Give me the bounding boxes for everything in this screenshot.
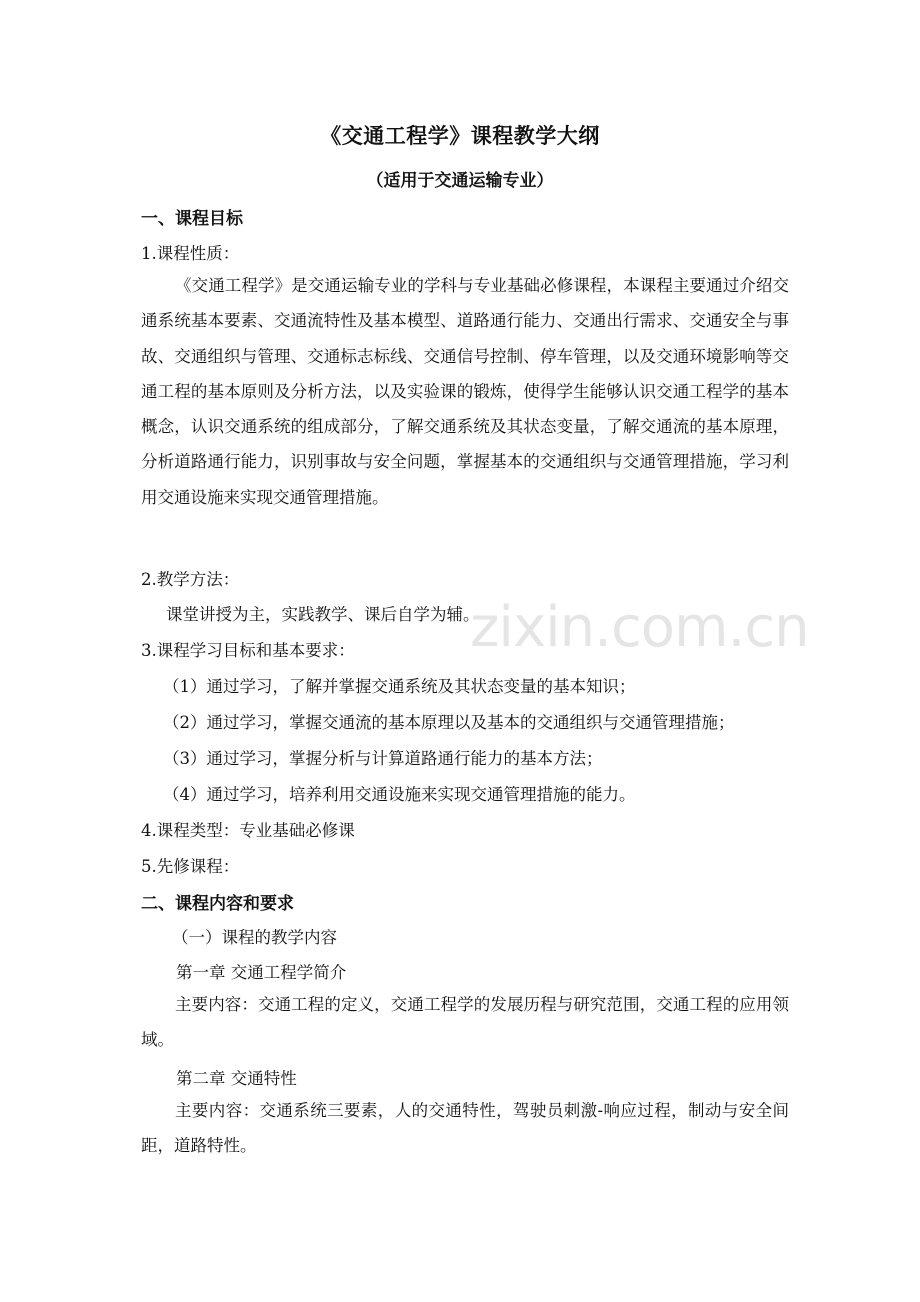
chapter-1-content: 主要内容：交通工程的定义，交通工程学的发展历程与研究范围，交通工程的应用领域。: [141, 995, 789, 1050]
course-type-line: 4.课程类型：专业基础必修课: [141, 821, 355, 840]
watermark: zixin.com.cn: [470, 595, 809, 660]
learning-goal-item: （4）通过学习，培养利用交通设施来实现交通管理措施的能力。: [163, 785, 636, 804]
teaching-method-text: 课堂讲授为主，实践教学、课后自学为辅。: [166, 605, 480, 624]
chapter-2-content: 主要内容：交通系统三要素，人的交通特性，驾驶员刺激-响应过程，制动与安全间距，道路特性。: [141, 1101, 789, 1156]
course-nature-paragraph: 《交通工程学》是交通运输专业的学科与专业基础必修课程，本课程主要通过介绍交通系统基本要素、交通流特性及基本模型、道路通行能力、交通出行需求、交通安全与事故、交通组织与管理、交通标志标线、交通信号控制、停车管理，以及交通环境影响等交通工程的基本原则及分析方法，以及实验课的锻炼，使得学生能够认识交通工程学的基本概念，认识交通系统的组成部分，了解交通系统及其状态变量，了解交通流的基本原理，分析道路通行能力，识别事故与安全问题，掌握基本的交通组织与交通管理措施，学习利用交通设施来实现交通管理措施。: [141, 276, 789, 507]
course-nature-label: 1.课程性质：: [141, 244, 240, 263]
prerequisite-line: 5.先修课程：: [141, 857, 240, 876]
document-subtitle: （适用于交通运输专业）: [366, 171, 554, 191]
teaching-method-label: 2.教学方法：: [141, 570, 240, 589]
chapter-2-title: 第二章 交通特性: [176, 1069, 297, 1088]
document-title: 《交通工程学》课程教学大纲: [320, 124, 600, 148]
learning-goal-item: （3）通过学习，掌握分析与计算道路通行能力的基本方法；: [163, 749, 603, 768]
section-heading-content: 二、课程内容和要求: [141, 894, 294, 914]
chapter-1-title: 第一章 交通工程学简介: [176, 963, 347, 982]
learning-goal-item: （2）通过学习，掌握交通流的基本原理以及基本的交通组织与交通管理措施；: [163, 713, 735, 732]
learning-goals-label: 3.课程学习目标和基本要求：: [141, 641, 355, 660]
learning-goal-item: （1）通过学习，了解并掌握交通系统及其状态变量的基本知识；: [163, 677, 636, 696]
section-heading-course-goals: 一、课程目标: [141, 209, 243, 229]
subsection-heading: （一）课程的教学内容: [172, 928, 337, 947]
